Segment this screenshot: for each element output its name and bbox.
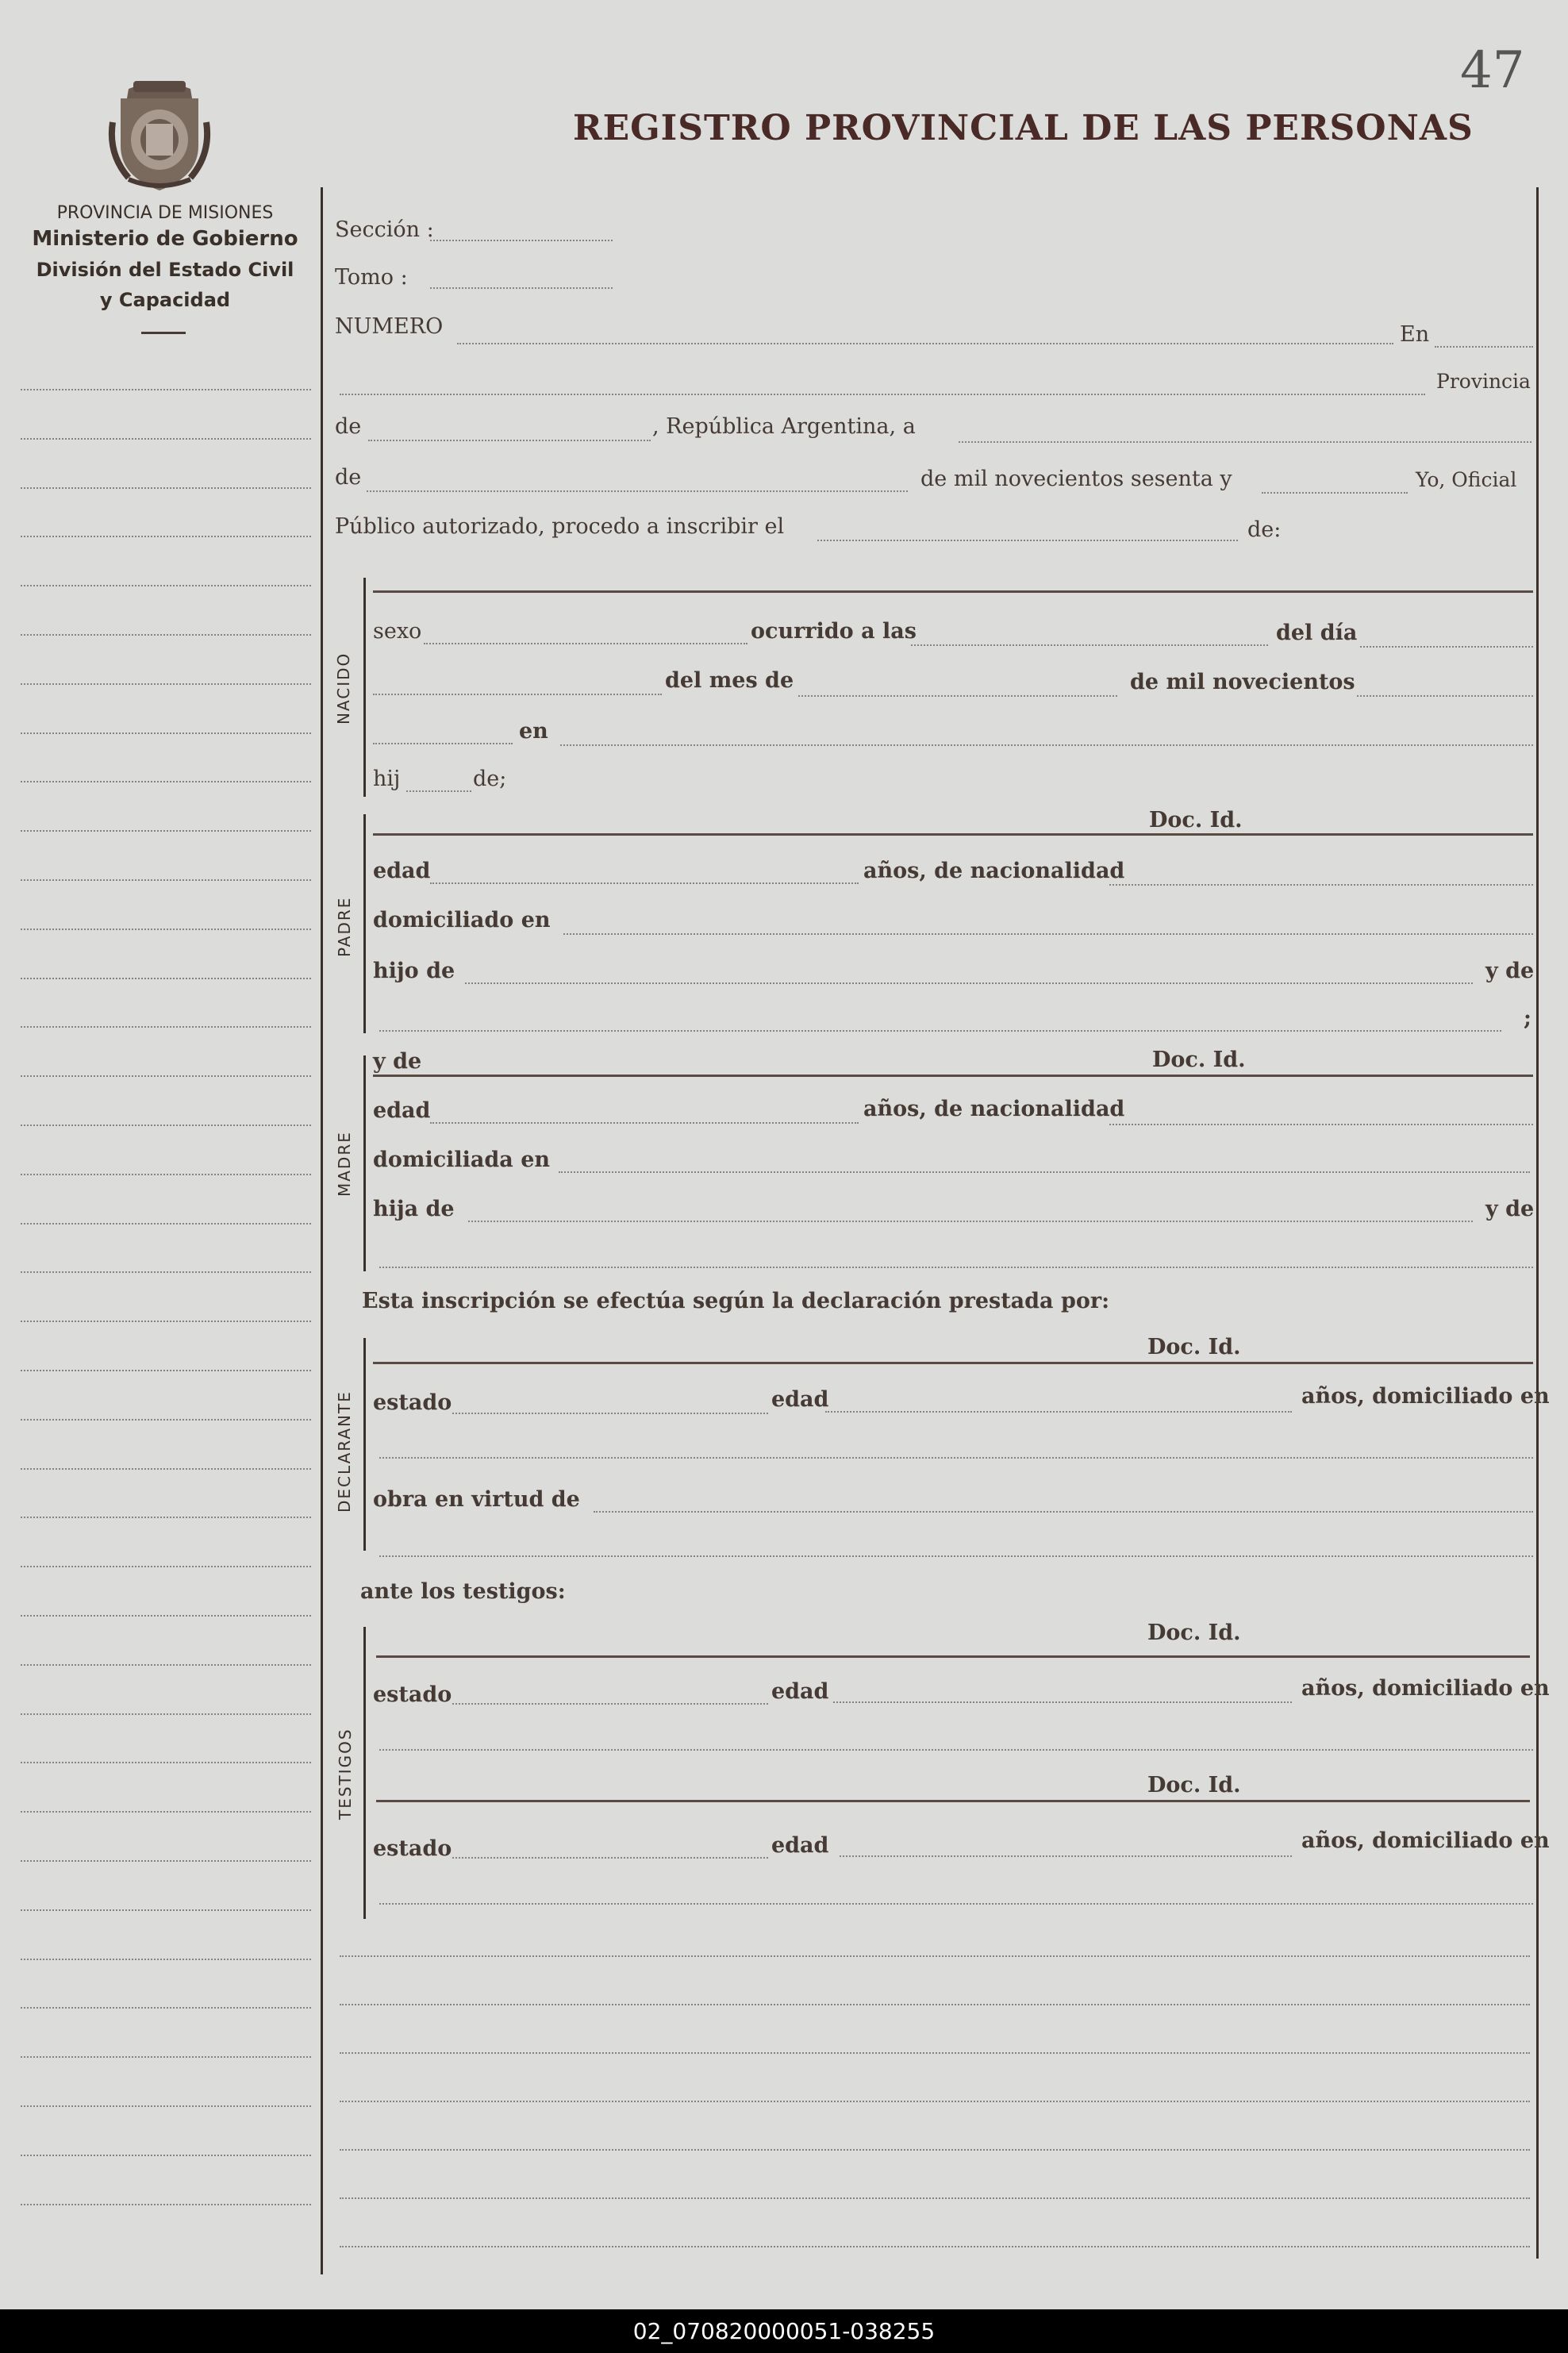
de-mil-label: de mil novecientos [1130, 670, 1355, 694]
page-title: REGISTRO PROVINCIAL DE LAS PERSONAS [573, 108, 1474, 148]
scan-id: 02_070820000051-038255 [632, 2318, 936, 2344]
declarante-doc-label: Doc. Id. [1147, 1335, 1241, 1359]
margin-note-line[interactable] [21, 438, 311, 440]
madre-nacionalidad-field[interactable] [1109, 1124, 1533, 1125]
margin-note-line[interactable] [21, 389, 311, 390]
sexo-label: sexo [373, 619, 422, 644]
madre-section-label: MADRE [335, 1131, 354, 1197]
declarante-extra-field[interactable] [379, 1555, 1533, 1557]
madre-doc-label: Doc. Id. [1152, 1048, 1246, 1072]
seccion-field[interactable] [430, 240, 613, 241]
seccion-label: Sección : [335, 217, 434, 242]
sidebar-ministry: Ministerio de Gobierno [32, 227, 298, 251]
margin-note-line[interactable] [21, 830, 311, 832]
margin-note-line[interactable] [21, 1664, 311, 1666]
padre-hijo-de-label: hijo de [373, 959, 455, 983]
margin-note-line[interactable] [21, 879, 311, 881]
madre-anos-label: años, de nacionalidad [863, 1097, 1125, 1121]
declarante-obra-field[interactable] [594, 1511, 1533, 1513]
numero-field[interactable] [457, 343, 1393, 344]
padre-nacionalidad-field[interactable] [1109, 884, 1533, 886]
margin-note-line[interactable] [21, 1419, 311, 1421]
margin-note-line[interactable] [21, 1075, 311, 1077]
main-margin-rule [321, 187, 323, 2274]
madre-y-de-label: y de [373, 1049, 422, 1074]
scan-id-strip [0, 2309, 1568, 2353]
padre-doc-label: Doc. Id. [1149, 808, 1243, 832]
en-label: En [1400, 322, 1430, 347]
declarante-estado-field[interactable] [452, 1413, 768, 1414]
padre-padres-field[interactable] [465, 982, 1473, 984]
ocurrido-label: ocurrido a las [751, 619, 917, 644]
inscripcion-field[interactable] [817, 540, 1238, 541]
mes-field[interactable] [367, 490, 908, 492]
margin-note-line[interactable] [21, 1762, 311, 1763]
testigos-rule [363, 1627, 366, 1919]
observacion-line[interactable] [340, 2149, 1530, 2151]
page-number: 47 [1460, 41, 1525, 100]
margin-note-line[interactable] [21, 536, 311, 537]
fecha-field[interactable] [959, 441, 1531, 443]
padre-anos-label: años, de nacionalidad [863, 859, 1125, 883]
margin-note-line[interactable] [21, 978, 311, 979]
observacion-line[interactable] [340, 2101, 1530, 2102]
padre-rule [363, 814, 366, 1033]
hij-label: hij [373, 767, 401, 791]
testigo2-estado-label: estado [373, 1836, 452, 1861]
hij-field[interactable] [406, 790, 471, 792]
padre-semicolon: ; [1524, 1006, 1531, 1031]
dia-field[interactable] [1360, 646, 1533, 648]
de-nacido-label: de; [473, 767, 507, 791]
margin-note-line[interactable] [21, 781, 311, 782]
right-margin-rule [1536, 187, 1539, 2259]
padre-name-field[interactable] [373, 833, 1533, 836]
observacion-line[interactable] [340, 2246, 1530, 2247]
padre-madre-field[interactable] [379, 1030, 1501, 1032]
margin-note-line[interactable] [21, 2155, 311, 2156]
madre-edad-label: edad [373, 1098, 431, 1123]
sexo-field[interactable] [424, 643, 747, 644]
margin-note-line[interactable] [21, 1271, 311, 1273]
margin-note-line[interactable] [21, 1615, 311, 1617]
observacion-line[interactable] [340, 2004, 1530, 2005]
margin-note-line[interactable] [21, 1468, 311, 1470]
en-field[interactable] [1435, 346, 1533, 348]
margin-note-line[interactable] [21, 683, 311, 685]
testigo1-domicilio-field[interactable] [379, 1749, 1533, 1751]
madre-domicilio-label: domiciliada en [373, 1148, 551, 1172]
declarante-domicilio-field[interactable] [379, 1457, 1533, 1459]
provincia-field[interactable] [340, 394, 1425, 395]
lugar-field[interactable] [560, 744, 1533, 746]
testigo2-edad-label: edad [771, 1833, 829, 1858]
testigo2-estado-field[interactable] [452, 1857, 768, 1859]
margin-note-line[interactable] [21, 2007, 311, 2009]
margin-note-line[interactable] [21, 2056, 311, 2058]
declarante-name-field[interactable] [373, 1362, 1533, 1364]
margin-note-line[interactable] [21, 1566, 311, 1567]
del-mes-label: del mes de [665, 668, 794, 693]
testigo2-name-field[interactable] [376, 1800, 1530, 1802]
dia-texto-field[interactable] [373, 694, 662, 695]
madre-domicilio-field[interactable] [559, 1171, 1530, 1173]
coat-of-arms-emblem [105, 75, 214, 194]
margin-note-line[interactable] [21, 585, 311, 586]
testigo1-doc-label: Doc. Id. [1147, 1621, 1241, 1645]
margin-note-line[interactable] [21, 1811, 311, 1813]
declarante-rule [363, 1338, 366, 1551]
declarante-edad-label: edad [771, 1387, 829, 1412]
declarante-anos-label: años, domiciliado en [1301, 1384, 1550, 1409]
madre-edad-field[interactable] [430, 1122, 859, 1124]
padre-domicilio-label: domiciliado en [373, 908, 551, 932]
republica-label: , República Argentina, a [652, 414, 916, 439]
margin-note-line[interactable] [21, 732, 311, 734]
nacido-name-field[interactable] [373, 590, 1533, 593]
declarante-edad-field[interactable] [825, 1411, 1292, 1413]
padre-y-de-label: y de [1485, 959, 1535, 983]
observacion-line[interactable] [340, 2052, 1530, 2054]
del-dia-label: del día [1276, 621, 1358, 645]
anio-field[interactable] [1262, 492, 1408, 494]
testigo2-anos-label: años, domiciliado en [1301, 1828, 1550, 1853]
observacion-line[interactable] [340, 2197, 1530, 2199]
margin-note-line[interactable] [21, 1321, 311, 1322]
margin-note-line[interactable] [21, 1125, 311, 1126]
de2-label: de [335, 465, 362, 490]
testigo1-anos-label: años, domiciliado en [1301, 1676, 1550, 1701]
margin-note-line[interactable] [21, 2105, 311, 2107]
testigo1-edad-label: edad [771, 1679, 829, 1704]
sidebar-capacity: y Capacidad [99, 289, 231, 311]
lugar-pre-field[interactable] [373, 743, 513, 744]
nacido-section-label: NACIDO [334, 652, 353, 725]
margin-note-line[interactable] [21, 929, 311, 930]
sidebar-divider [141, 332, 186, 334]
testigo1-estado-field[interactable] [452, 1703, 768, 1705]
margin-note-line[interactable] [21, 487, 311, 489]
declarante-estado-label: estado [373, 1390, 452, 1415]
sidebar-division: División del Estado Civil [36, 259, 294, 281]
madre-rule [363, 1055, 366, 1271]
margin-note-line[interactable] [21, 634, 311, 636]
oficial-label: Yo, Oficial [1416, 468, 1517, 491]
margin-note-line[interactable] [21, 1517, 311, 1518]
de-field[interactable] [368, 440, 651, 441]
hora-field[interactable] [911, 644, 1268, 646]
observacion-line[interactable] [340, 1955, 1530, 1957]
padre-edad-label: edad [373, 859, 431, 883]
publico-label: Público autorizado, procedo a inscribir el [335, 514, 785, 539]
declarante-section-label: DECLARANTE [335, 1390, 354, 1513]
testigo1-name-field[interactable] [376, 1655, 1530, 1658]
testigos-section-label: TESTIGOS [336, 1728, 355, 1820]
testigos-intro: ante los testigos: [360, 1579, 566, 1604]
anio-nacido-field[interactable] [1357, 695, 1533, 697]
margin-note-line[interactable] [21, 2204, 311, 2205]
provincia-label: Provincia [1436, 370, 1531, 393]
mil-label: de mil novecientos sesenta y [920, 467, 1232, 491]
madre-y-de2-label: y de [1485, 1197, 1535, 1221]
tomo-field[interactable] [430, 287, 613, 289]
testigo2-edad-field[interactable] [840, 1855, 1292, 1857]
declarante-obra-label: obra en virtud de [373, 1487, 580, 1512]
testigo1-edad-field[interactable] [833, 1701, 1292, 1703]
de3-label: de: [1247, 517, 1282, 542]
margin-note-line[interactable] [21, 1713, 311, 1715]
margin-note-line[interactable] [21, 1174, 311, 1175]
numero-label: NUMERO [335, 314, 444, 339]
padre-domicilio-field[interactable] [563, 933, 1533, 935]
margin-note-line[interactable] [21, 1223, 311, 1225]
margin-note-line[interactable] [21, 1959, 311, 1960]
margin-note-line[interactable] [21, 1909, 311, 1911]
margin-note-line[interactable] [21, 1026, 311, 1028]
madre-madre-field[interactable] [379, 1267, 1533, 1268]
sidebar-province: PROVINCIA DE MISIONES [56, 203, 274, 223]
testigo2-domicilio-field[interactable] [379, 1903, 1533, 1905]
en-nacido-label: en [519, 719, 548, 744]
margin-note-line[interactable] [21, 1370, 311, 1371]
declarante-intro: Esta inscripción se efectúa según la declaración prestada por: [362, 1289, 1110, 1313]
testigo1-estado-label: estado [373, 1682, 452, 1707]
madre-hija-de-label: hija de [373, 1197, 455, 1221]
nacido-rule [363, 578, 366, 797]
de-label: de [335, 414, 362, 439]
madre-padres-field[interactable] [468, 1221, 1473, 1222]
padre-edad-field[interactable] [430, 882, 859, 884]
padre-section-label: PADRE [335, 896, 354, 957]
margin-note-line[interactable] [21, 1860, 311, 1862]
tomo-label: Tomo : [335, 265, 408, 290]
madre-name-field[interactable] [373, 1075, 1533, 1077]
testigo2-doc-label: Doc. Id. [1147, 1773, 1241, 1797]
mes-nacido-field[interactable] [798, 695, 1117, 697]
